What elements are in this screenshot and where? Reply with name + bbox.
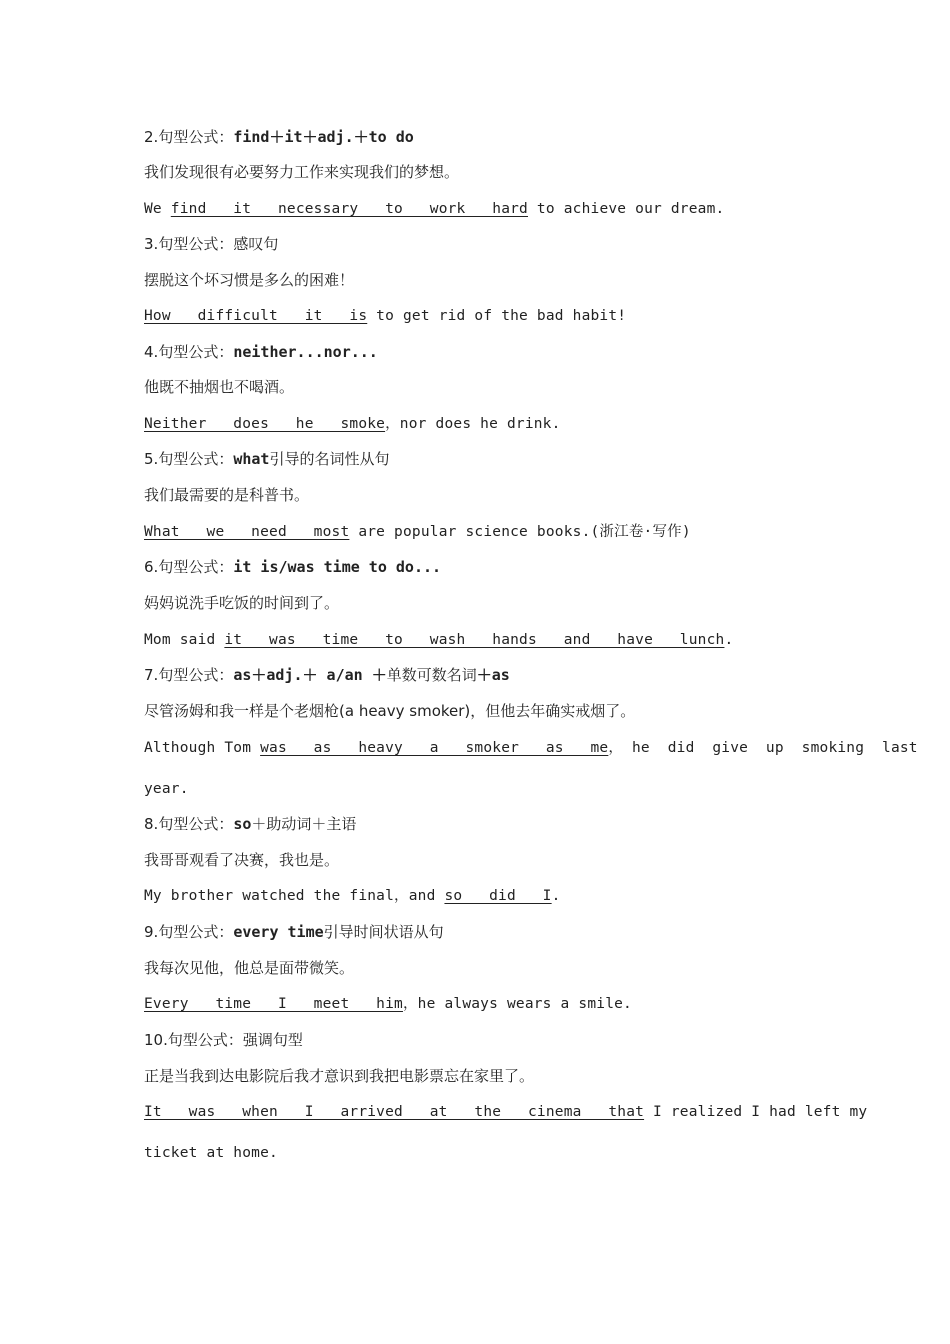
- english-sentence: [144, 886, 561, 906]
- formula-text: 感叹句: [233, 235, 279, 253]
- item-heading: [144, 342, 378, 362]
- formula-tail: 引导的名词性从句: [269, 450, 390, 468]
- formula-text: as＋adj.＋ a/an ＋: [233, 666, 387, 684]
- chinese-sentence: 我每次见他，他总是面带微笑。: [144, 959, 355, 977]
- item-number: 9.: [144, 923, 159, 941]
- english-prefix: My brother watched the final，and: [144, 888, 445, 904]
- answer-blank: It was when I arrived at the cinema that: [144, 1104, 645, 1120]
- formula-label: 句型公式：: [158, 923, 234, 941]
- formula-label: 句型公式：: [158, 235, 234, 253]
- answer-blank: find it necessary to work hard: [170, 201, 528, 217]
- formula-text: 强调句型: [242, 1031, 303, 1049]
- chinese-sentence: 他既不抽烟也不喝酒。: [144, 378, 295, 396]
- item-heading: [144, 557, 441, 577]
- english-suffix: to get rid of the bad habit!: [367, 308, 627, 324]
- formula-text: every time: [233, 923, 324, 941]
- formula-label: 句型公式：: [167, 1031, 243, 1049]
- item-number: 3.: [144, 235, 159, 253]
- english-sentence: [144, 1102, 867, 1122]
- english-sentence: [144, 306, 626, 326]
- item-number: 10.: [144, 1031, 168, 1049]
- formula-text: so: [233, 815, 252, 833]
- item-heading: [144, 922, 444, 942]
- item-heading: [144, 665, 510, 685]
- english-suffix: ， he did give up smoking last: [608, 740, 918, 756]
- item-number: 5.: [144, 450, 159, 468]
- chinese-sentence: 我哥哥观看了决赛，我也是。: [144, 851, 340, 869]
- formula-text: what: [233, 450, 270, 468]
- item-heading: [144, 814, 356, 834]
- english-sentence: [144, 522, 691, 542]
- english-suffix: .: [551, 888, 561, 904]
- item-number: 8.: [144, 815, 159, 833]
- formula-tail: ＋助动词＋主语: [251, 815, 357, 833]
- item-heading: [144, 234, 278, 254]
- english-suffix: ，he always wears a smile.: [402, 996, 632, 1012]
- item-heading: [144, 449, 389, 469]
- answer-blank: How difficult it is: [144, 308, 368, 324]
- english-sentence: [144, 199, 724, 219]
- english-prefix: Mom said: [144, 632, 225, 648]
- chinese-sentence: 妈妈说洗手吃饭的时间到了。: [144, 594, 340, 612]
- english-sentence: [144, 738, 918, 758]
- english-continuation: year.: [144, 781, 189, 797]
- formula-label: 句型公式：: [158, 128, 234, 146]
- formula-label: 句型公式：: [158, 558, 234, 576]
- english-continuation: ticket at home.: [144, 1145, 278, 1161]
- english-suffix: ，nor does he drink.: [385, 416, 561, 432]
- answer-blank: What we need most: [144, 524, 350, 540]
- item-number: 4.: [144, 343, 159, 361]
- formula-label: 句型公式：: [158, 666, 234, 684]
- chinese-sentence: 我们最需要的是科普书。: [144, 486, 310, 504]
- formula-tail: 单数可数名词: [386, 666, 477, 684]
- chinese-sentence: 摆脱这个坏习惯是多么的困难！: [144, 271, 355, 289]
- formula-text: find＋it＋adj.＋to do: [233, 128, 414, 146]
- english-suffix: to achieve our dream.: [528, 201, 725, 217]
- item-number: 6.: [144, 558, 159, 576]
- english-prefix: We: [144, 201, 171, 217]
- english-suffix: I realized I had left my: [644, 1104, 868, 1120]
- formula-end: ＋as: [476, 666, 510, 684]
- chinese-sentence: 我们发现很有必要努力工作来实现我们的梦想。: [144, 163, 460, 181]
- chinese-sentence: 正是当我到达电影院后我才意识到我把电影票忘在家里了。: [144, 1067, 535, 1085]
- formula-label: 句型公式：: [158, 450, 234, 468]
- answer-blank: Neither does he smoke: [144, 416, 386, 432]
- item-heading: [144, 127, 414, 147]
- chinese-sentence: 尽管汤姆和我一样是个老烟枪(a heavy smoker)，但他去年确实戒烟了。: [144, 702, 636, 720]
- answer-blank: so did I: [444, 888, 552, 904]
- english-suffix: .: [724, 632, 734, 648]
- answer-blank: was as heavy a smoker as me: [260, 740, 609, 756]
- item-heading: [144, 1030, 303, 1050]
- answer-blank: it was time to wash hands and have lunch: [224, 632, 725, 648]
- english-sentence: [144, 414, 561, 434]
- english-sentence: [144, 994, 632, 1014]
- item-number: 7.: [144, 666, 159, 684]
- english-sentence: [144, 630, 733, 650]
- item-number: 2.: [144, 128, 159, 146]
- answer-blank: Every time I meet him: [144, 996, 403, 1012]
- formula-text: neither...nor...: [233, 343, 378, 361]
- english-suffix: are popular science books.(浙江卷·写作): [349, 524, 691, 540]
- formula-text: it is/was time to do...: [233, 558, 442, 576]
- formula-tail: 引导时间状语从句: [323, 923, 444, 941]
- english-prefix: Although Tom: [144, 740, 261, 756]
- formula-label: 句型公式：: [158, 343, 234, 361]
- formula-label: 句型公式：: [158, 815, 234, 833]
